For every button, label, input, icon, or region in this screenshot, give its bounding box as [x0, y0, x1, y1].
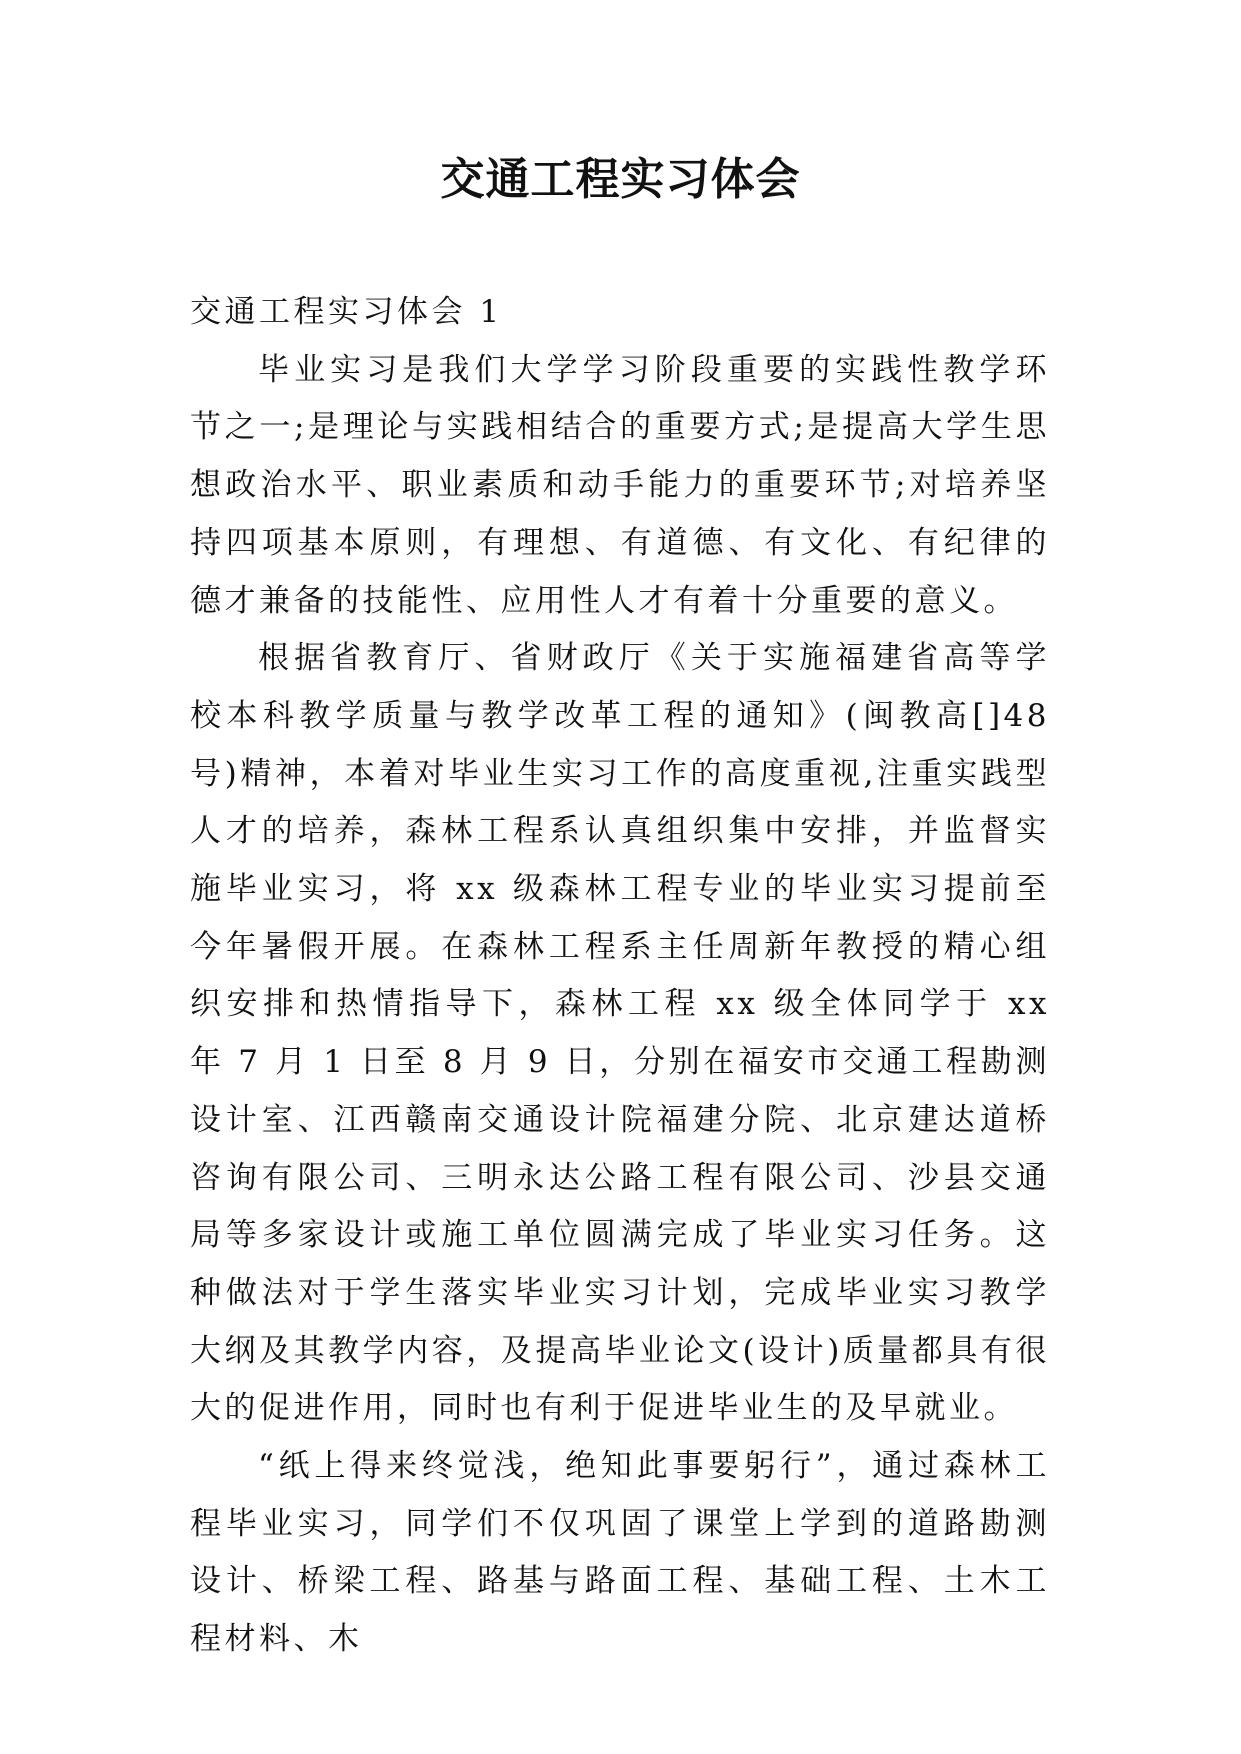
section-heading: 交通工程实习体会 1 — [190, 294, 503, 330]
document-body — [190, 284, 1050, 1669]
paragraph-3: “纸上得来终觉浅，绝知此事要躬行”，通过森林工程毕业实习，同学们不仅巩固了课堂上学到的道路勘测设计、桥梁工程、路基与路面工程、基础工程、土木工程材料、木 — [190, 1448, 1050, 1658]
paragraph-2: 根据省教育厅、省财政厅《关于实施福建省高等学校本科教学质量与教学改革工程的通知》(闽教高[]48 号)精神，本着对毕业生实习工作的高度重视,注重实践型人才的培养，森林工程系认真组织集中安排，并监督实施毕业实习，将 xx 级森林工程专业的毕业实习提前至今年暑假开展。在森林工程系主任周新年教授的精心组织安排和热情指导下，森林工程 xx 级全体同学于 xx 年 7 月 1 日至 8 月 9 日，分别在福安市交通工程勘测设计室、江西赣南交通设计院福建分院、北京建达道桥咨询有限公司、三明永达公路工程有限公司、沙县交通局等多家设计或施工单位圆满完成了毕业实习任务。这种做法对于学生落实毕业实习计划，完成毕业实习教学大纲及其教学内容，及提高毕业论文(设计)质量都具有很大的促进作用，同时也有利于促进毕业生的及早就业。 — [190, 640, 1050, 1427]
document-title: 交通工程实习体会 — [440, 154, 801, 205]
paragraph-1: 毕业实习是我们大学学习阶段重要的实践性教学环节之一;是理论与实践相结合的重要方式;是提高大学生思想政治水平、职业素质和动手能力的重要环节;对培养坚持四项基本原则，有理想、有道德、有文化、有纪律的德才兼备的技能性、应用性人才有着十分重要的意义。 — [190, 351, 1050, 619]
